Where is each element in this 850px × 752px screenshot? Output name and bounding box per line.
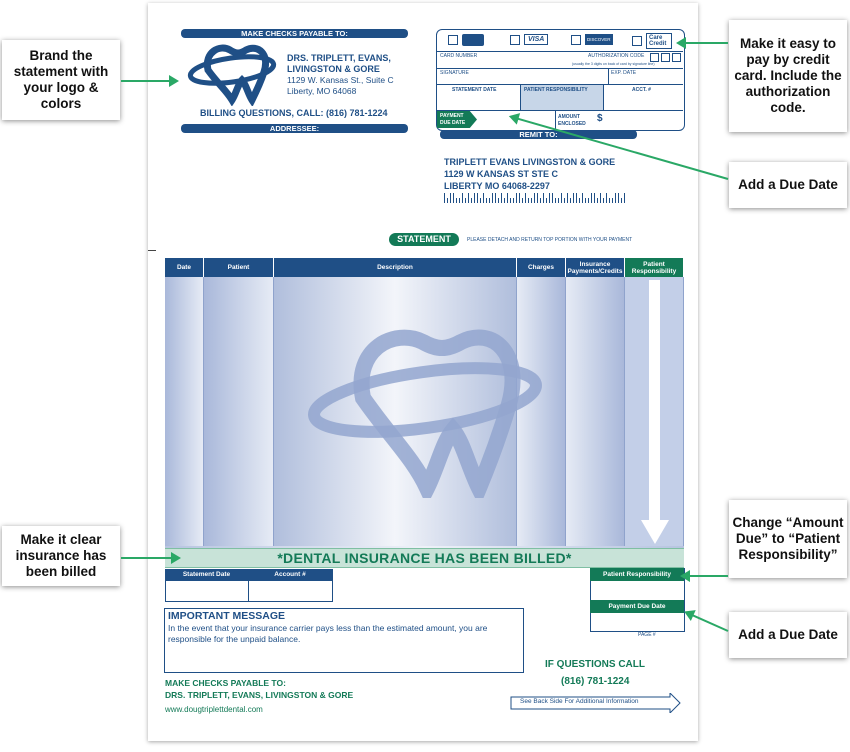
barcode-bar xyxy=(582,193,583,203)
back-side-text: See Back Side For Additional Information xyxy=(520,698,639,705)
questions-label: IF QUESTIONS CALL xyxy=(545,659,645,670)
callout-due-date-top: Add a Due Date xyxy=(729,162,847,208)
carecredit-icon: Care Credit xyxy=(646,33,672,49)
back-side-arrow xyxy=(510,694,672,712)
barcode-bar xyxy=(477,193,478,203)
barcode-bar xyxy=(531,198,532,203)
barcode-bar xyxy=(456,198,457,203)
barcode-bar xyxy=(483,193,484,203)
dollar-sign: $ xyxy=(597,113,603,124)
auth-code-label: AUTHORIZATION CODE xyxy=(588,53,645,59)
barcode-bar xyxy=(504,198,505,203)
barcode-bar xyxy=(459,198,460,203)
barcode-bar xyxy=(525,193,526,203)
barcode-bar xyxy=(597,198,598,203)
barcode-bar xyxy=(561,193,562,203)
barcode-bar xyxy=(543,193,544,203)
checkbox[interactable] xyxy=(510,35,520,45)
practice-name-2: LIVINGSTON & GORE xyxy=(287,64,380,74)
mastercard-icon xyxy=(462,34,484,46)
barcode-bar xyxy=(549,193,550,203)
barcode-bar xyxy=(573,193,574,203)
barcode-bar xyxy=(555,198,556,203)
callout-insurance: Make it clear insurance has been billed xyxy=(2,526,120,586)
barcode-bar xyxy=(468,193,469,203)
barcode-bar xyxy=(519,193,520,203)
barcode-bar xyxy=(492,193,493,203)
barcode-bar xyxy=(570,198,571,203)
remit-line-1: TRIPLETT EVANS LIVINGSTON & GORE xyxy=(444,157,616,167)
checkbox[interactable] xyxy=(448,35,458,45)
barcode-bar xyxy=(495,193,496,203)
footer-website[interactable]: www.dougtriplettdental.com xyxy=(165,705,263,714)
patient-responsibility-label: PATIENT RESPONSIBILITY xyxy=(524,87,588,93)
barcode-bar xyxy=(552,193,553,203)
payment-due-date-header: Payment Due Date xyxy=(590,600,684,613)
barcode-bar xyxy=(462,193,463,203)
signature-label: SIGNATURE xyxy=(440,70,469,76)
down-arrow-head xyxy=(641,520,669,544)
barcode-bar xyxy=(465,198,466,203)
barcode-bar xyxy=(510,198,511,203)
callout-brand: Brand the statement with your logo & colors xyxy=(2,40,120,120)
arrow-change xyxy=(682,575,728,577)
barcode-bar xyxy=(615,193,616,203)
callout-change-amount: Change “Amount Due” to “Patient Responsibility” xyxy=(729,500,847,578)
callout-credit-card: Make it easy to pay by credit card. Include the authorization code. xyxy=(729,20,847,132)
acct-label: ACCT. # xyxy=(632,87,651,93)
remit-to-bar: REMIT TO: xyxy=(440,130,637,139)
arrow-credit xyxy=(678,42,728,44)
barcode-bar xyxy=(546,198,547,203)
exp-date-label: EXP. DATE xyxy=(611,70,637,76)
tooth-watermark xyxy=(305,318,545,498)
barcode-bar xyxy=(585,198,586,203)
practice-name-1: DRS. TRIPLETT, EVANS, xyxy=(287,53,391,63)
amount-label-1: AMOUNT xyxy=(558,114,580,120)
auth-code-boxes[interactable] xyxy=(650,53,681,62)
barcode-bar xyxy=(618,193,619,203)
barcode-bar xyxy=(567,193,568,203)
detach-note: PLEASE DETACH AND RETURN TOP PORTION WITH YOUR PAYMENT xyxy=(467,237,633,243)
barcode-bar xyxy=(447,198,448,203)
payment-due-label-2: DUE DATE xyxy=(440,120,466,126)
barcode-bar xyxy=(537,193,538,203)
visa-icon: VISA xyxy=(524,34,548,45)
barcode-bar xyxy=(594,193,595,203)
page-number-label: PAGE # xyxy=(638,632,656,638)
barcode-bar xyxy=(513,198,514,203)
arrow-insurance xyxy=(121,557,179,559)
important-message-body: In the event that your insurance carrier pays less than the estimated amount, you are responsible for the unpaid balance. xyxy=(168,623,488,644)
card-option-carecredit[interactable] xyxy=(632,33,672,49)
barcode-bar xyxy=(474,193,475,203)
checkbox[interactable] xyxy=(632,36,642,46)
barcode-bar xyxy=(450,193,451,203)
barcode-bar xyxy=(489,198,490,203)
barcode-bar xyxy=(612,198,613,203)
auth-note: (usually the 3 digits on back of card by signature line) xyxy=(572,62,655,66)
arrow-brand xyxy=(121,80,177,82)
barcode-bar xyxy=(606,193,607,203)
footer-practice: DRS. TRIPLETT, EVANS, LIVINGSTON & GORE xyxy=(165,690,354,700)
address-line-1: 1129 W. Kansas St., Suite C xyxy=(287,75,394,85)
statement-table xyxy=(165,258,684,548)
discover-icon: DISCOVER xyxy=(585,34,613,45)
barcode-bar xyxy=(528,198,529,203)
barcode-bar xyxy=(480,198,481,203)
barcode-bar xyxy=(600,193,601,203)
down-arrow-icon xyxy=(649,280,660,520)
barcode-bar xyxy=(486,198,487,203)
barcode-bar xyxy=(540,198,541,203)
barcode-bar xyxy=(522,198,523,203)
insurance-banner: *DENTAL INSURANCE HAS BEEN BILLED* xyxy=(165,548,684,568)
patient-responsibility-header: Patient Responsibility xyxy=(590,568,684,581)
card-option-visa[interactable] xyxy=(510,34,548,45)
barcode-bar xyxy=(501,193,502,203)
barcode-bar xyxy=(471,198,472,203)
card-option-mastercard[interactable] xyxy=(448,34,484,46)
barcode-bar xyxy=(624,193,625,203)
barcode-bar xyxy=(516,193,517,203)
barcode-bar xyxy=(591,193,592,203)
payment-due-label-1: PAYMENT xyxy=(440,113,464,119)
footer-make-checks: MAKE CHECKS PAYABLE TO: xyxy=(165,678,286,688)
statement-date-label: STATEMENT DATE xyxy=(452,87,497,93)
barcode-bar xyxy=(576,193,577,203)
account-header: Account # xyxy=(274,571,306,578)
barcode-bar xyxy=(507,193,508,203)
address-line-2: Liberty, MO 64068 xyxy=(287,86,357,96)
questions-phone: (816) 781-1224 xyxy=(561,676,630,687)
make-checks-bar: MAKE CHECKS PAYABLE TO: xyxy=(181,29,408,38)
col-insurance: Insurance Payments/Credits xyxy=(566,258,625,277)
barcode-bar xyxy=(564,198,565,203)
remit-line-2: 1129 W KANSAS ST STE C xyxy=(444,169,559,179)
card-option-discover[interactable] xyxy=(571,34,613,45)
barcode-bar xyxy=(588,198,589,203)
barcode-bar xyxy=(579,198,580,203)
barcode-bar xyxy=(609,198,610,203)
billing-questions: BILLING QUESTIONS, CALL: (816) 781-1224 xyxy=(200,108,388,118)
callout-due-date-bottom: Add a Due Date xyxy=(729,612,847,658)
remit-line-3: LIBERTY MO 64068-2297 xyxy=(444,181,550,191)
barcode-bar xyxy=(603,198,604,203)
statement-date-header: Statement Date xyxy=(182,571,231,578)
barcode-bar xyxy=(498,198,499,203)
col-date: Date xyxy=(165,258,204,277)
col-patient: Patient xyxy=(204,258,274,277)
card-number-label: CARD NUMBER xyxy=(440,53,478,59)
col-patient-responsibility: Patient Responsibility xyxy=(625,258,684,277)
barcode-bar xyxy=(453,193,454,203)
col-charges: Charges xyxy=(517,258,566,277)
barcode-bar xyxy=(534,193,535,203)
amount-label-2: ENCLOSED xyxy=(558,121,586,127)
barcode-bar xyxy=(444,193,445,203)
barcode-bar xyxy=(558,198,559,203)
addressee-bar: ADDRESSEE: xyxy=(181,124,408,133)
col-description: Description xyxy=(274,258,517,277)
barcode-bar xyxy=(621,198,622,203)
statement-pill: STATEMENT xyxy=(389,233,459,246)
important-message-title: IMPORTANT MESSAGE xyxy=(168,610,286,622)
postal-barcode xyxy=(444,193,626,203)
tooth-logo xyxy=(186,40,282,106)
checkbox[interactable] xyxy=(571,35,581,45)
